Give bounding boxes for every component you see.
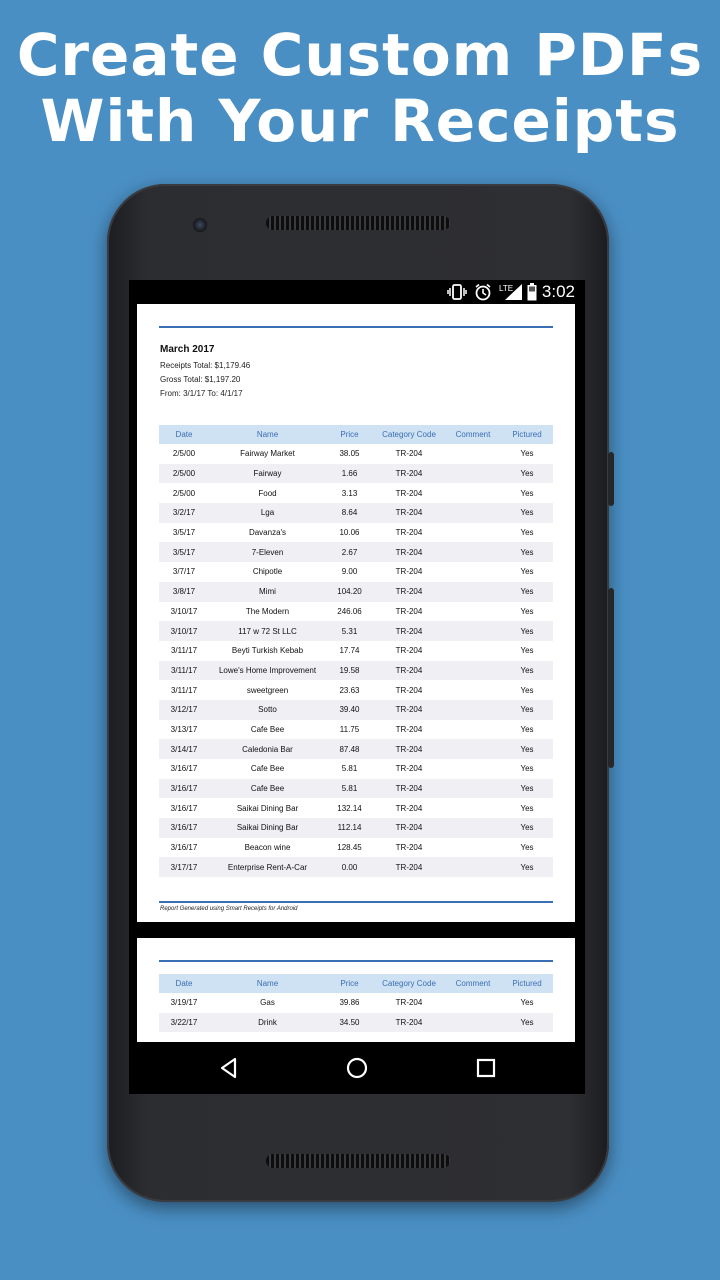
table-row [159, 562, 553, 582]
table-cell: 117 w 72 St LLC [209, 621, 326, 641]
table-cell: 2/5/00 [172, 449, 196, 459]
table-cell: Yes [501, 464, 553, 484]
table-cell: 132.14 [337, 803, 362, 813]
table-cell: Yes [520, 567, 534, 577]
table-cell: 3/12/17 [159, 700, 209, 720]
table-cell: TR-204 [395, 685, 423, 695]
table-row [159, 680, 553, 700]
table-row [159, 759, 553, 779]
table-cell [445, 779, 501, 799]
marketing-headline [0, 22, 720, 154]
column-header: Comment [445, 974, 501, 993]
table-cell: Yes [520, 488, 534, 498]
table-cell: 128.45 [337, 843, 362, 853]
table-cell: 19.58 [326, 661, 373, 681]
table-cell: TR-204 [395, 724, 423, 734]
table-row [159, 857, 553, 877]
table-cell: Fairway [209, 464, 326, 484]
table-cell [445, 798, 501, 818]
table-cell: 3/11/17 [170, 646, 198, 656]
table-cell: Yes [520, 843, 534, 853]
signal-icon [501, 283, 523, 306]
table-cell [445, 444, 501, 464]
table-cell [445, 739, 501, 759]
table-cell [445, 680, 501, 700]
status-bar [129, 280, 585, 304]
receipts-table-page-2 [159, 974, 553, 1032]
table-cell: Saikai Dining Bar [209, 818, 326, 838]
report-title: March 2017 [160, 344, 215, 355]
table-cell: TR-204 [373, 739, 445, 759]
table-cell: 112.14 [326, 818, 373, 838]
table-cell: Food [258, 488, 277, 498]
table-row [159, 621, 553, 641]
table-cell: Lga [209, 503, 326, 523]
table-cell [445, 562, 501, 582]
column-header: Comment [445, 425, 501, 444]
table-cell: 3/16/17 [170, 803, 198, 813]
table-cell: 3/16/17 [170, 764, 198, 774]
table-cell: TR-204 [373, 621, 445, 641]
receipts-table [159, 425, 553, 877]
column-header: Name [209, 974, 326, 993]
table-cell: The Modern [245, 606, 290, 616]
table-row [159, 641, 553, 661]
table-row [159, 483, 553, 503]
table-cell [445, 838, 501, 858]
phone-screen [129, 280, 585, 1094]
table-cell: TR-204 [395, 843, 423, 853]
table-cell [445, 818, 501, 838]
pdf-page-2 [137, 938, 575, 1042]
status-time: 3:02 [541, 282, 575, 301]
table-cell: 8.64 [326, 503, 373, 523]
table-cell [445, 993, 501, 1013]
table-cell: Lowe's Home Improvement [209, 661, 326, 681]
table-cell [445, 759, 501, 779]
table-cell [445, 483, 501, 503]
table-cell [445, 542, 501, 562]
battery-icon [527, 283, 537, 306]
table-cell: Yes [520, 528, 534, 538]
table-cell: 11.75 [339, 724, 360, 734]
table-cell: Yes [520, 685, 534, 695]
table-cell: TR-204 [373, 661, 445, 681]
column-header: Price [326, 974, 373, 993]
column-header: Date [159, 425, 209, 444]
table-row [159, 503, 553, 523]
table-row [159, 739, 553, 759]
table-row [159, 798, 553, 818]
table-row [159, 444, 553, 464]
table-cell: TR-204 [373, 1013, 445, 1033]
table-cell: 3/16/17 [159, 818, 209, 838]
table-cell: 3/5/17 [172, 528, 196, 538]
table-row [159, 464, 553, 484]
table-cell [445, 641, 501, 661]
table-cell: TR-204 [373, 542, 445, 562]
headline-line-1: Create Custom PDFs [16, 21, 704, 89]
table-cell: Cafe Bee [250, 724, 285, 734]
table-cell: Cafe Bee [250, 764, 285, 774]
table-cell: TR-204 [373, 503, 445, 523]
bottom-speaker-grille [266, 1154, 450, 1168]
table-cell [445, 621, 501, 641]
home-icon[interactable] [344, 1055, 370, 1081]
table-row [159, 602, 553, 622]
header-rule [159, 960, 553, 962]
recents-icon[interactable] [473, 1055, 499, 1081]
column-header: Category Code [373, 425, 445, 444]
table-row [159, 993, 553, 1013]
column-header: Name [209, 425, 326, 444]
table-cell: 39.86 [339, 998, 360, 1008]
table-cell: Enterprise Rent-A-Car [209, 857, 326, 877]
table-cell: 3/19/17 [170, 998, 198, 1008]
table-cell [445, 1013, 501, 1033]
vibrate-icon [447, 283, 467, 306]
date-range: From: 3/1/17 To: 4/1/17 [160, 389, 243, 398]
table-cell [445, 464, 501, 484]
table-row [159, 720, 553, 740]
table-cell [445, 582, 501, 602]
table-row [159, 779, 553, 799]
table-cell: 34.50 [326, 1013, 373, 1033]
table-cell: Mimi [209, 582, 326, 602]
table-cell: TR-204 [395, 528, 423, 538]
table-cell: 3/14/17 [159, 739, 209, 759]
table-cell [445, 661, 501, 681]
table-cell: Yes [520, 724, 534, 734]
table-cell: 1.66 [326, 464, 373, 484]
table-cell: 2/5/00 [159, 464, 209, 484]
table-cell: Yes [520, 606, 534, 616]
pdf-preview-area[interactable] [129, 304, 585, 1042]
table-cell: Yes [520, 646, 534, 656]
table-cell: 3/22/17 [159, 1013, 209, 1033]
table-cell: Fairway Market [240, 449, 295, 459]
alarm-icon [473, 283, 493, 306]
table-cell: Sotto [209, 700, 326, 720]
table-cell: Yes [501, 582, 553, 602]
table-cell: Yes [520, 764, 534, 774]
table-row [159, 661, 553, 681]
table-cell: 3/16/17 [159, 779, 209, 799]
table-row [159, 523, 553, 543]
table-cell: Chipotle [252, 567, 283, 577]
table-cell: 2.67 [326, 542, 373, 562]
table-row [159, 838, 553, 858]
table-cell: TR-204 [395, 606, 423, 616]
footer-rule [159, 901, 553, 903]
table-cell: 3/7/17 [172, 567, 196, 577]
table-cell: 3/13/17 [170, 724, 198, 734]
report-footer: Report Generated using Smart Receipts for Android [160, 906, 298, 912]
table-cell: 246.06 [337, 606, 362, 616]
table-header-row [159, 974, 553, 993]
table-cell: Drink [209, 1013, 326, 1033]
navigation-bar [129, 1042, 585, 1094]
table-cell [445, 523, 501, 543]
table-cell: 3/16/17 [170, 843, 198, 853]
column-header: Category Code [373, 974, 445, 993]
column-header: Pictured [501, 974, 553, 993]
table-cell: TR-204 [395, 646, 423, 656]
table-row [159, 818, 553, 838]
table-cell: TR-204 [395, 488, 423, 498]
table-cell: Yes [501, 621, 553, 641]
table-cell: Beacon wine [244, 843, 291, 853]
table-cell [445, 857, 501, 877]
table-cell: TR-204 [395, 764, 423, 774]
power-button [608, 452, 614, 506]
table-cell [445, 700, 501, 720]
table-cell: Saikai Dining Bar [236, 803, 299, 813]
column-header: Date [159, 974, 209, 993]
column-header: Price [326, 425, 373, 444]
table-cell: 3/11/17 [159, 661, 209, 681]
table-cell: TR-204 [373, 700, 445, 720]
table-cell: 38.05 [339, 449, 360, 459]
back-icon[interactable] [216, 1055, 242, 1081]
column-header: Pictured [501, 425, 553, 444]
table-cell: 2/5/00 [172, 488, 196, 498]
table-cell: 3.13 [341, 488, 358, 498]
table-header-row [159, 425, 553, 444]
table-cell: TR-204 [373, 779, 445, 799]
receipts-total: Receipts Total: $1,179.46 [160, 361, 251, 370]
table-cell: 5.31 [326, 621, 373, 641]
table-cell: 9.00 [341, 567, 358, 577]
header-rule [159, 326, 553, 328]
table-cell: 3/11/17 [170, 685, 198, 695]
table-cell: 3/5/17 [159, 542, 209, 562]
table-cell: 23.63 [339, 685, 360, 695]
table-cell [445, 503, 501, 523]
table-row [159, 1013, 553, 1033]
table-cell: Yes [501, 739, 553, 759]
table-cell: TR-204 [395, 449, 423, 459]
table-cell: Yes [501, 542, 553, 562]
table-cell: 104.20 [326, 582, 373, 602]
table-row [159, 542, 553, 562]
table-cell: TR-204 [373, 857, 445, 877]
table-cell: Yes [501, 661, 553, 681]
table-cell: Beyti Turkish Kebab [231, 646, 304, 656]
table-cell: 3/17/17 [159, 857, 209, 877]
table-cell: TR-204 [395, 803, 423, 813]
table-cell: Davanza's [248, 528, 287, 538]
phone-device [107, 184, 609, 1202]
table-cell: Yes [501, 779, 553, 799]
network-type-label: LTE [499, 284, 514, 293]
table-cell: 39.40 [326, 700, 373, 720]
table-cell: TR-204 [373, 464, 445, 484]
table-cell: Yes [501, 818, 553, 838]
volume-button [608, 588, 614, 768]
headline-line-2: With Your Receipts [40, 87, 680, 155]
table-cell: Yes [501, 503, 553, 523]
table-cell: 87.48 [326, 739, 373, 759]
table-cell: Cafe Bee [209, 779, 326, 799]
pdf-page-1 [137, 304, 575, 922]
table-cell: TR-204 [373, 582, 445, 602]
table-cell: 3/2/17 [159, 503, 209, 523]
table-cell: 3/10/17 [159, 621, 209, 641]
table-cell: Yes [501, 700, 553, 720]
table-cell: Caledonia Bar [209, 739, 326, 759]
table-row [159, 582, 553, 602]
table-cell: 0.00 [326, 857, 373, 877]
table-cell: Yes [501, 857, 553, 877]
table-cell: 3/8/17 [159, 582, 209, 602]
table-cell [445, 720, 501, 740]
table-cell: TR-204 [395, 567, 423, 577]
table-cell: 5.81 [326, 779, 373, 799]
table-cell: Yes [520, 998, 534, 1008]
table-cell: TR-204 [395, 998, 423, 1008]
table-cell [445, 602, 501, 622]
table-cell: Gas [260, 998, 275, 1008]
table-cell: 3/10/17 [170, 606, 198, 616]
table-cell: 7-Eleven [209, 542, 326, 562]
table-row [159, 700, 553, 720]
table-cell: 17.74 [339, 646, 360, 656]
table-cell: 5.81 [341, 764, 358, 774]
table-cell: sweetgreen [246, 685, 289, 695]
table-cell: Yes [501, 1013, 553, 1033]
table-cell: TR-204 [373, 818, 445, 838]
front-camera [193, 218, 207, 232]
table-cell: Yes [520, 449, 534, 459]
gross-total: Gross Total: $1,197.20 [160, 375, 241, 384]
top-speaker-grille [266, 216, 450, 230]
table-cell: Yes [520, 803, 534, 813]
table-cell: 10.06 [339, 528, 360, 538]
